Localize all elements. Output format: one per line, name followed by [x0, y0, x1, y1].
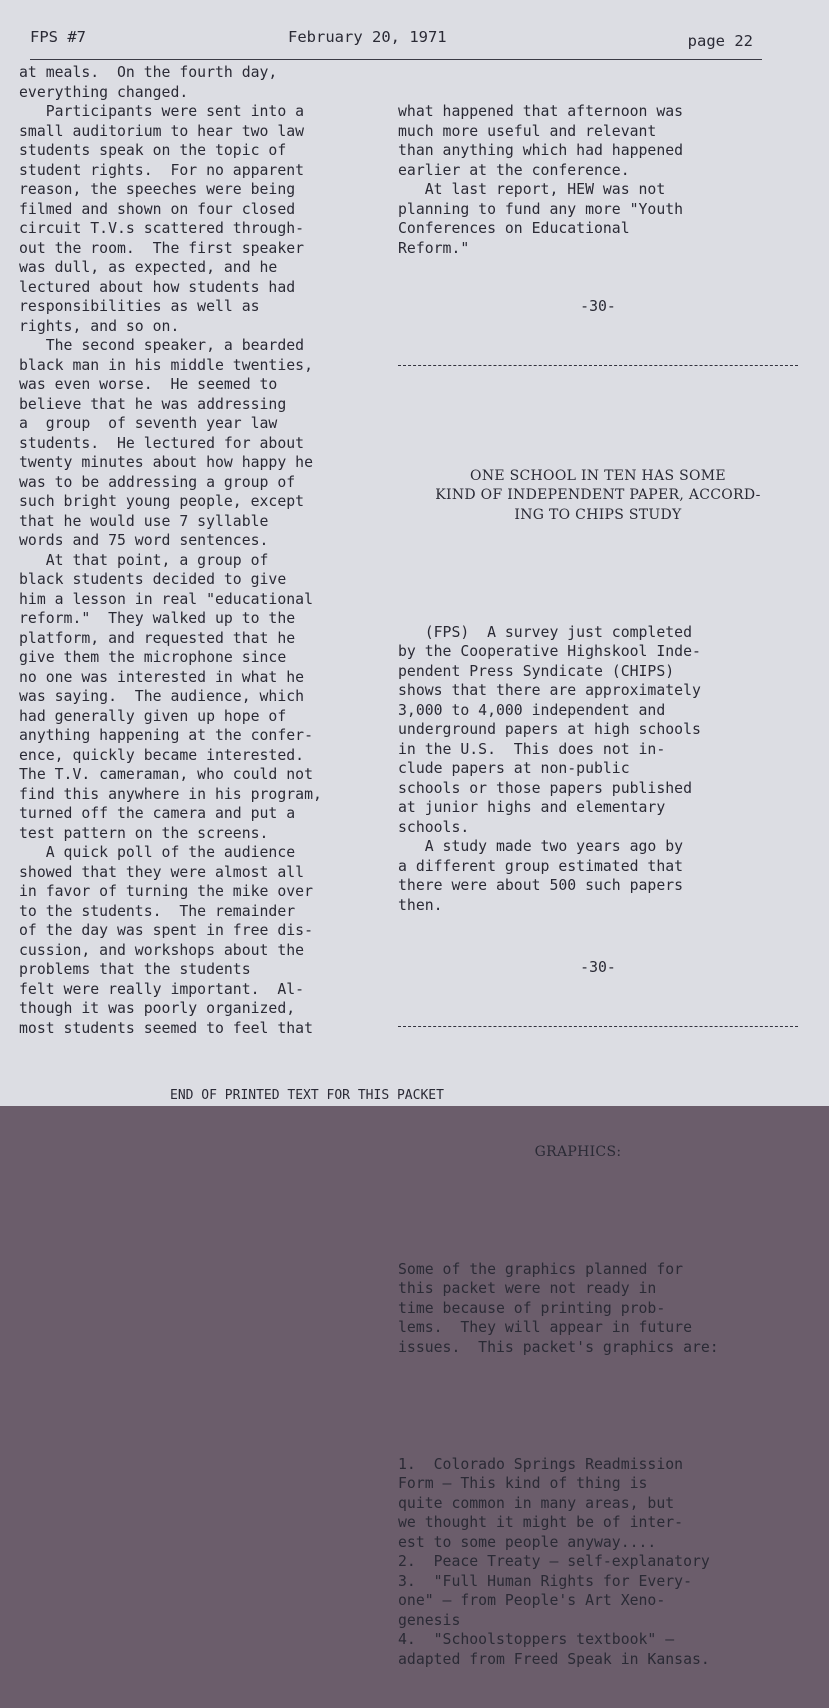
text-line: issues. This packet's graphics are: [398, 1338, 719, 1356]
header-rule [30, 59, 762, 60]
text-line: that he would use 7 syllable [19, 512, 269, 530]
text-line: students. He lectured for about [19, 434, 305, 452]
text-line: turned off the camera and put a [19, 805, 296, 822]
text-line: one" — from People's Art Xeno- [398, 1592, 666, 1609]
text-line: lectured about how students had [19, 278, 296, 296]
text-line: words and 75 word sentences. [19, 532, 269, 549]
text-line: ONE SCHOOL IN TEN HAS SOME [470, 467, 726, 484]
text-line: 2. Peace Treaty — self-explanatory [398, 1553, 710, 1570]
text-line: schools or those papers published [398, 779, 692, 797]
text-line: most students seemed to feel that [19, 1019, 313, 1037]
text-line: clude papers at non-public [398, 760, 630, 777]
text-line: this packet were not ready in [398, 1280, 657, 1297]
text-line: in favor of turning the mike over [19, 883, 313, 900]
text-line: felt were really important. Al- [19, 980, 305, 998]
text-line: KIND OF INDEPENDENT PAPER, ACCORD- [435, 487, 761, 503]
text-line: 3. "Full Human Rights for Every- [398, 1572, 692, 1590]
text-line: test pattern on the screens. [19, 824, 269, 842]
text-line: students speak on the topic of [19, 142, 287, 159]
text-line: such bright young people, except [19, 493, 305, 510]
text-line: shows that there are approximately [398, 682, 701, 699]
text-line: 3,000 to 4,000 independent and [398, 701, 666, 719]
text-line: reason, the speeches were being [19, 181, 296, 198]
section-divider [398, 1026, 798, 1046]
text-line: was even worse. He seemed to [19, 376, 278, 393]
text-line: time because of printing prob- [398, 1299, 666, 1317]
text-line: a group of seventh year law [19, 415, 278, 432]
text-line: had generally given up hope of [19, 707, 287, 725]
text-line: adapted from Freed Speak in Kansas. [398, 1650, 710, 1668]
text-line: no one was interested in what he [19, 668, 305, 686]
text-line: cussion, and workshops about the [19, 941, 305, 959]
text-line: was dull, as expected, and he [19, 259, 278, 276]
text-line: A study made two years ago by [398, 838, 684, 855]
text-line: to the students. The remainder [19, 902, 296, 920]
text-line: a different group estimated that [398, 857, 684, 875]
graphics-list [398, 1455, 798, 1670]
text-line: out the room. The first speaker [19, 239, 305, 257]
text-line: at meals. On the fourth day, [19, 64, 278, 81]
text-line: (FPS) A survey just completed [398, 623, 692, 641]
text-line: give them the microphone since [19, 649, 287, 666]
text-line: by the Cooperative Highskool Inde- [398, 643, 701, 660]
text-line: find this anywhere in his program, [19, 785, 322, 803]
text-line: much more useful and relevant [398, 122, 657, 140]
text-line: At last report, HEW was not [398, 181, 666, 198]
text-line: circuit T.V.s scattered through- [19, 220, 305, 237]
text-line: in the U.S. This does not in- [398, 740, 666, 758]
continued-story [398, 102, 798, 258]
text-line: filmed and shown on four closed [19, 200, 296, 218]
headline [398, 467, 798, 526]
text-line: at junior highs and elementary [398, 799, 666, 816]
text-line: A quick poll of the audience [19, 844, 296, 861]
survey-story [398, 623, 798, 916]
page-header [30, 28, 753, 52]
text-line: everything changed. [19, 83, 189, 101]
text-line: black students decided to give [19, 571, 287, 588]
text-line: small auditorium to hear two law [19, 122, 305, 140]
text-line: quite common in many areas, but [398, 1494, 675, 1512]
text-line: there were about 500 such papers [398, 877, 684, 894]
text-line: then. [398, 896, 443, 914]
text-line: Reform." [398, 239, 470, 257]
text-line: showed that they were almost all [19, 863, 305, 881]
text-line: though it was poorly organized, [19, 1000, 296, 1017]
text-line: problems that the students [19, 961, 251, 978]
end-mark: -30- [580, 959, 616, 976]
text-line: student rights. For no apparent [19, 161, 305, 179]
text-line: The T.V. cameraman, who could not [19, 766, 313, 783]
text-line: him a lesson in real "educational [19, 590, 313, 608]
text-line: The second speaker, a bearded [19, 337, 305, 354]
issue-date: February 20, 1971 [288, 28, 447, 46]
text-line: what happened that afternoon was [398, 103, 684, 120]
text-line: of the day was spent in free dis- [19, 922, 313, 939]
graphics-intro [398, 1260, 798, 1358]
text-line: than anything which had happened [398, 142, 684, 159]
text-line: anything happening at the confer- [19, 727, 313, 744]
text-line: was saying. The audience, which [19, 688, 305, 705]
text-line: platform, and requested that he [19, 629, 296, 647]
text-line: planning to fund any more "Youth [398, 200, 684, 218]
text-line: Conferences on Educational [398, 220, 630, 237]
text-line: est to some people anyway.... [398, 1533, 657, 1551]
text-line: ence, quickly became interested. [19, 746, 305, 764]
text-line: Participants were sent into a [19, 103, 305, 120]
page-number: page 22 [687, 32, 753, 50]
left-column [19, 63, 389, 1038]
text-line: genesis [398, 1611, 461, 1629]
text-line: rights, and so on. [19, 317, 180, 335]
issue-number: FPS #7 [30, 28, 86, 46]
text-line: twenty minutes about how happy he [19, 454, 313, 471]
text-line: 1. Colorado Springs Readmission [398, 1455, 684, 1473]
text-line: Form — This kind of thing is [398, 1475, 648, 1492]
text-line: ING TO CHIPS STUDY [514, 506, 682, 523]
text-line: was to be addressing a group of [19, 473, 296, 491]
right-column [398, 63, 798, 1708]
graphics-heading: GRAPHICS: [534, 1143, 622, 1160]
text-line: reform." They walked up to the [19, 610, 296, 627]
text-line: underground papers at high schools [398, 721, 701, 738]
text-line: believe that he was addressing [19, 395, 287, 413]
text-line: Some of the graphics planned for [398, 1260, 684, 1278]
text-line: pendent Press Syndicate (CHIPS) [398, 662, 675, 680]
text-line: lems. They will appear in future [398, 1319, 692, 1336]
page-footer: END OF PRINTED TEXT FOR THIS PACKET [170, 1088, 444, 1103]
section-divider [398, 365, 798, 375]
text-line: 4. "Schoolstoppers textbook" — [398, 1631, 675, 1648]
text-line: we thought it might be of inter- [398, 1514, 684, 1531]
text-line: responsibilities as well as [19, 298, 260, 315]
text-line: black man in his middle twenties, [19, 356, 313, 374]
text-line: earlier at the conference. [398, 161, 630, 179]
text-line: At that point, a group of [19, 551, 269, 569]
text-line: schools. [398, 818, 470, 836]
end-mark: -30- [580, 298, 616, 315]
